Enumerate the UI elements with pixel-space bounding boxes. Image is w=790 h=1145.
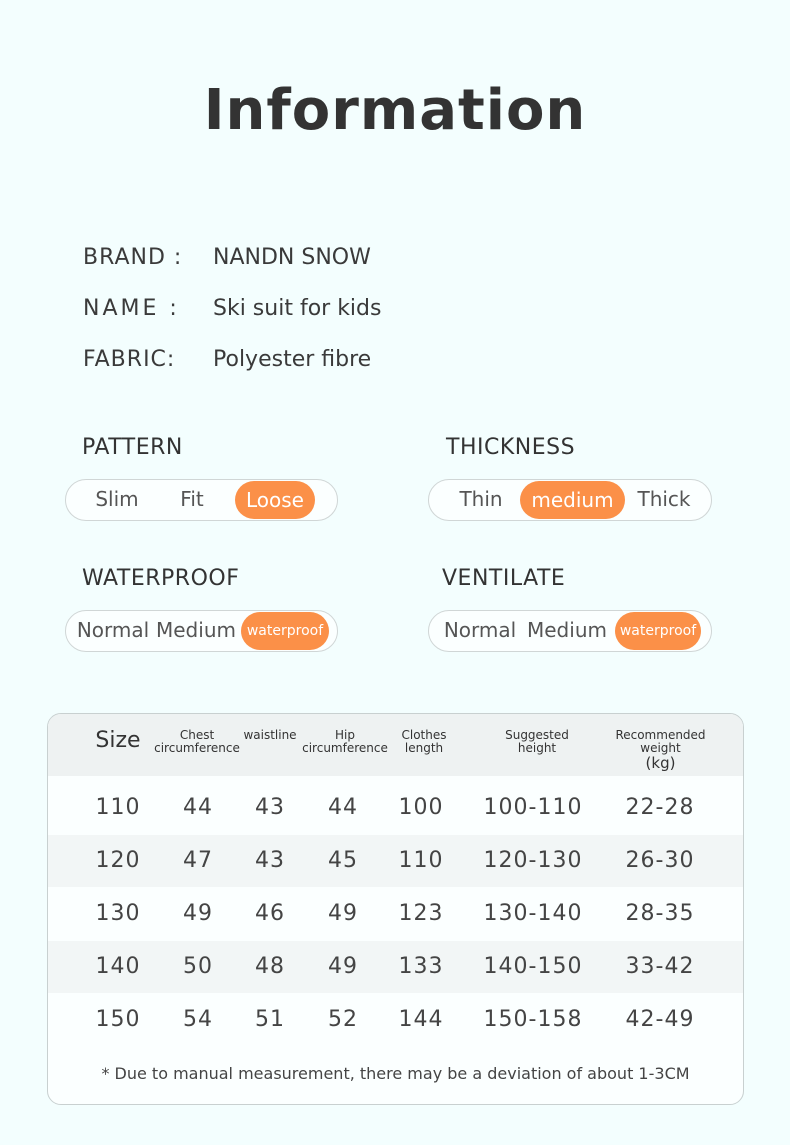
cell-weight: 28-35	[625, 901, 695, 926]
waterproof-option-waterproof[interactable]: waterproof	[241, 612, 329, 650]
cell-size: 120	[95, 848, 141, 873]
waterproof-option-normal[interactable]: Normal	[76, 618, 150, 642]
cell-length: 100	[398, 795, 444, 820]
header-text: Recommended	[615, 728, 706, 742]
cell-length: 144	[398, 1007, 444, 1032]
header-recommended-weight	[608, 729, 713, 772]
ventilate-option-normal[interactable]: Normal	[443, 618, 517, 642]
page-title: Information	[203, 78, 587, 143]
header-clothes-length	[391, 729, 457, 755]
cell-hip: 45	[328, 848, 358, 873]
header-text: circumference	[302, 741, 388, 755]
table-row	[48, 888, 743, 940]
cell-weight: 26-30	[625, 848, 695, 873]
cell-waist: 43	[255, 848, 285, 873]
header-size: Size	[95, 728, 141, 753]
info-value: Polyester fibre	[213, 347, 372, 372]
header-text: height	[517, 741, 557, 755]
header-text: Hip	[335, 728, 355, 742]
cell-height: 150-158	[483, 1007, 583, 1032]
waterproof-option-medium[interactable]: Medium	[156, 618, 236, 642]
cell-height: 120-130	[483, 848, 583, 873]
waterproof-selector	[65, 610, 338, 652]
info-value: Ski suit for kids	[213, 296, 382, 321]
cell-hip: 44	[328, 795, 358, 820]
ventilate-selector	[428, 610, 712, 652]
header-text: weight	[640, 741, 681, 755]
cell-waist: 43	[255, 795, 285, 820]
ventilate-label: VENTILATE	[442, 566, 566, 591]
table-row	[48, 994, 743, 1046]
pattern-option-loose[interactable]: Loose	[235, 481, 315, 519]
info-key: NAME :	[83, 296, 180, 321]
cell-chest: 44	[183, 795, 213, 820]
header-chest	[149, 729, 245, 755]
cell-length: 133	[398, 954, 444, 979]
pattern-option-slim[interactable]: Slim	[95, 487, 139, 511]
cell-chest: 50	[183, 954, 213, 979]
pattern-option-fit[interactable]: Fit	[180, 487, 204, 511]
cell-chest: 54	[183, 1007, 213, 1032]
cell-length: 123	[398, 901, 444, 926]
cell-size: 130	[95, 901, 141, 926]
info-key: BRAND :	[83, 245, 183, 270]
cell-weight: 33-42	[625, 954, 695, 979]
thickness-selector	[428, 479, 712, 521]
table-row	[48, 782, 743, 834]
thickness-label: THICKNESS	[446, 435, 576, 460]
header-text: circumference	[154, 741, 240, 755]
header-text: length	[404, 741, 444, 755]
cell-hip: 49	[328, 954, 358, 979]
cell-weight: 42-49	[625, 1007, 695, 1032]
cell-chest: 47	[183, 848, 213, 873]
cell-weight: 22-28	[625, 795, 695, 820]
cell-height: 140-150	[483, 954, 583, 979]
header-suggested-height	[493, 729, 581, 755]
ventilate-option-waterproof[interactable]: waterproof	[615, 612, 701, 650]
thickness-option-thin[interactable]: Thin	[459, 487, 503, 511]
table-header	[48, 714, 743, 776]
thickness-option-thick[interactable]: Thick	[637, 487, 691, 511]
pattern-selector	[65, 479, 338, 521]
ventilate-option-medium[interactable]: Medium	[527, 618, 607, 642]
cell-size: 140	[95, 954, 141, 979]
cell-hip: 49	[328, 901, 358, 926]
header-text: Clothes	[401, 728, 447, 742]
header-hip	[300, 729, 390, 755]
cell-waist: 51	[255, 1007, 285, 1032]
cell-waist: 48	[255, 954, 285, 979]
cell-height: 130-140	[483, 901, 583, 926]
info-key: FABRIC:	[83, 347, 176, 372]
thickness-option-medium[interactable]: medium	[520, 481, 625, 519]
cell-length: 110	[398, 848, 444, 873]
cell-height: 100-110	[483, 795, 583, 820]
pattern-label: PATTERN	[82, 435, 183, 460]
cell-size: 110	[95, 795, 141, 820]
info-value: NANDN SNOW	[213, 245, 371, 270]
measurement-note: * Due to manual measurement, there may be a deviation of about 1-3CM	[101, 1064, 690, 1083]
header-text: (kg)	[645, 754, 676, 772]
cell-waist: 46	[255, 901, 285, 926]
header-text: Suggested	[505, 728, 569, 742]
cell-chest: 49	[183, 901, 213, 926]
header-text: Chest	[179, 728, 215, 742]
header-waistline: waistline	[243, 728, 297, 742]
cell-hip: 52	[328, 1007, 358, 1032]
size-table	[47, 713, 744, 1105]
table-row	[48, 835, 743, 887]
waterproof-label: WATERPROOF	[82, 566, 240, 591]
cell-size: 150	[95, 1007, 141, 1032]
table-row	[48, 941, 743, 993]
